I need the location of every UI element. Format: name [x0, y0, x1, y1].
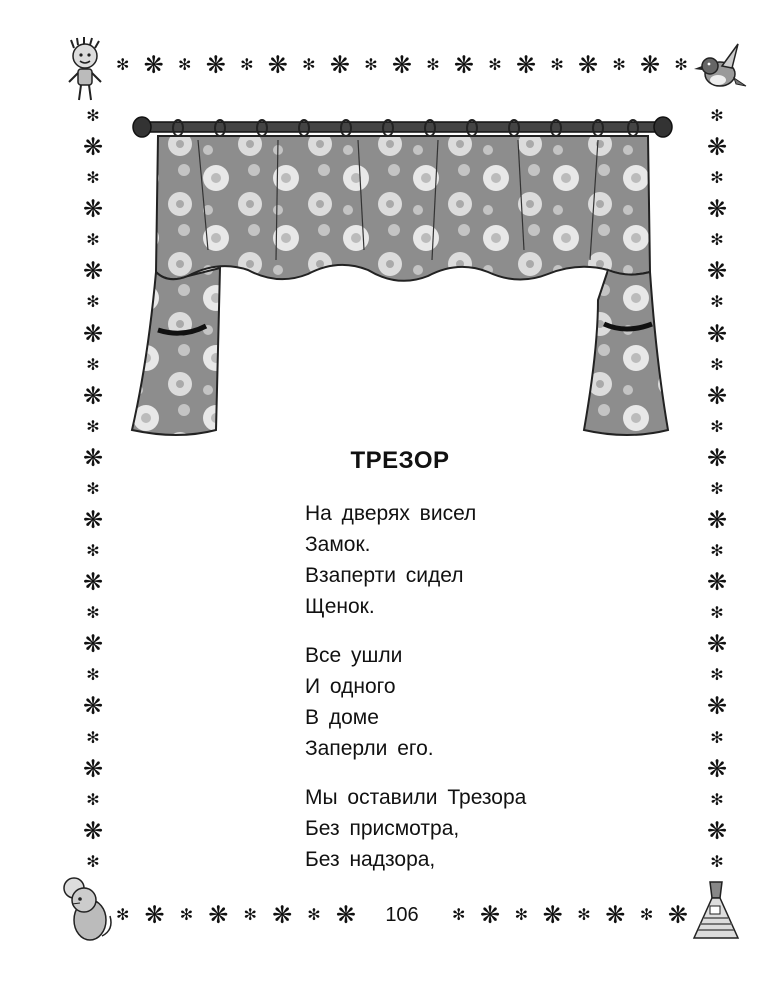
snowflake-icon: ✻ — [116, 905, 130, 924]
curtain-illustration — [128, 100, 673, 445]
poem-line: Без присмотра, — [305, 817, 460, 840]
snowflake-icon: ✻ — [710, 292, 724, 312]
snowflake-icon: ❋ — [267, 51, 288, 79]
poem-line: Щенок. — [305, 595, 375, 618]
snowflake-icon: ✻ — [710, 851, 724, 871]
poem-line: Замок. — [305, 533, 371, 556]
top-snowflake-border — [116, 50, 688, 80]
snowflake-icon: ❋ — [706, 257, 728, 286]
snowflake-icon: ❋ — [144, 901, 165, 929]
snowflake-icon: ✻ — [710, 106, 724, 125]
poem-stanza-2 — [305, 640, 434, 764]
snowflake-icon: ❋ — [82, 381, 104, 410]
snowflake-icon: ❋ — [706, 506, 728, 535]
snowflake-icon: ❋ — [578, 51, 599, 79]
snowflake-icon: ✻ — [710, 541, 724, 561]
snowflake-icon: ✻ — [452, 905, 466, 924]
snowflake-icon: ❋ — [706, 816, 728, 845]
snowflake-icon: ✻ — [612, 55, 626, 74]
snowflake-icon: ✻ — [86, 478, 100, 498]
snowflake-icon: ✻ — [86, 416, 100, 436]
snowflake-icon: ❋ — [82, 568, 104, 597]
poem-line: Взаперти сидел — [305, 564, 464, 587]
snowflake-icon: ❋ — [706, 568, 728, 597]
snowflake-icon: ✻ — [577, 905, 591, 924]
snowflake-icon: ❋ — [329, 51, 350, 79]
snowflake-icon: ❋ — [640, 51, 661, 79]
snowflake-icon: ❋ — [605, 901, 626, 929]
snowflake-icon: ❋ — [82, 506, 104, 535]
snowflake-icon: ❋ — [82, 754, 104, 783]
snowflake-icon: ❋ — [667, 901, 688, 929]
poem-stanza-1 — [305, 498, 476, 622]
snowflake-icon: ✻ — [514, 905, 529, 924]
page-number: 106 — [385, 904, 419, 926]
snowflake-icon: ❋ — [453, 51, 475, 79]
poem-title: ТРЕЗОР — [350, 447, 450, 474]
snowflake-icon: ✻ — [710, 727, 724, 747]
snowflake-icon: ✻ — [710, 354, 724, 374]
snowflake-icon: ✻ — [639, 905, 654, 924]
snowflake-icon: ✻ — [364, 55, 378, 74]
snowflake-icon: ❋ — [82, 257, 104, 286]
snowflake-icon: ✻ — [488, 55, 502, 74]
snowflake-icon: ❋ — [82, 630, 104, 659]
snowflake-icon: ❋ — [208, 901, 229, 929]
snowflake-icon: ✻ — [674, 55, 688, 74]
snowflake-icon: ✻ — [86, 665, 100, 685]
snowflake-icon: ❋ — [205, 51, 226, 79]
snowflake-icon: ✻ — [243, 905, 257, 924]
bottom-snowflake-border-left — [116, 900, 356, 930]
snowflake-icon: ❋ — [706, 319, 728, 348]
snowflake-icon: ✻ — [426, 55, 440, 74]
snowflake-icon: ✻ — [86, 354, 100, 374]
poem-stanza-3 — [305, 782, 526, 875]
snowflake-icon: ❋ — [706, 195, 728, 224]
snowflake-icon: ❋ — [143, 51, 164, 79]
poem-line: Все ушли — [305, 644, 403, 667]
snowflake-icon: ❋ — [335, 901, 356, 929]
snowflake-icon: ❋ — [82, 195, 104, 224]
snowflake-icon: ✻ — [86, 851, 100, 871]
poem-line: Заперли его. — [305, 737, 434, 760]
snowflake-icon: ❋ — [706, 443, 728, 472]
right-snowflake-border — [702, 108, 732, 870]
snowflake-icon: ✻ — [710, 230, 724, 250]
snowflake-icon: ✻ — [86, 168, 100, 188]
snowflake-icon: ✻ — [710, 603, 724, 623]
snowflake-icon: ✻ — [178, 55, 192, 74]
poem-line: На дверях висел — [305, 502, 477, 525]
snowflake-icon: ❋ — [479, 901, 501, 929]
snowflake-icon: ✻ — [710, 416, 724, 436]
snowflake-icon: ❋ — [706, 133, 728, 162]
snowflake-icon: ❋ — [515, 51, 537, 79]
snowflake-icon: ✻ — [710, 665, 724, 685]
boy-doll-icon — [62, 36, 108, 106]
poem-line: Без надзора, — [305, 848, 436, 871]
snowflake-icon: ✻ — [86, 789, 100, 809]
snowflake-icon: ✻ — [86, 541, 100, 561]
snowflake-icon: ✻ — [86, 603, 100, 623]
snowflake-icon: ✻ — [86, 292, 100, 312]
snowflake-icon: ❋ — [82, 816, 104, 845]
snowflake-icon: ✻ — [86, 106, 100, 125]
bottom-snowflake-border-right — [452, 900, 688, 930]
snowflake-icon: ❋ — [82, 692, 104, 721]
snowflake-icon: ✻ — [550, 55, 564, 74]
snowflake-icon: ❋ — [542, 901, 563, 929]
bird-icon — [692, 40, 748, 100]
poem-line: В доме — [305, 706, 379, 729]
snowflake-icon: ✻ — [302, 55, 316, 74]
snowflake-icon: ❋ — [82, 443, 104, 472]
mouse-icon — [60, 872, 116, 946]
snowflake-icon: ✻ — [710, 789, 724, 809]
snowflake-icon: ✻ — [710, 478, 724, 498]
snowflake-icon: ✻ — [86, 727, 100, 747]
snowflake-icon: ❋ — [82, 319, 104, 348]
snowflake-icon: ✻ — [710, 168, 724, 188]
tree-stump-house-icon — [690, 878, 742, 942]
snowflake-icon: ❋ — [82, 133, 104, 162]
snowflake-icon: ❋ — [706, 754, 728, 783]
snowflake-icon: ❋ — [706, 381, 728, 410]
snowflake-icon: ❋ — [391, 51, 412, 79]
snowflake-icon: ❋ — [706, 630, 728, 659]
snowflake-icon: ✻ — [240, 55, 254, 74]
left-snowflake-border — [78, 108, 108, 870]
poem-line: Мы оставили Трезора — [305, 786, 527, 809]
snowflake-icon: ❋ — [272, 901, 293, 929]
snowflake-icon: ✻ — [179, 905, 194, 924]
snowflake-icon: ❋ — [706, 692, 728, 721]
snowflake-icon: ✻ — [86, 230, 100, 250]
snowflake-icon: ✻ — [307, 905, 321, 924]
snowflake-icon: ✻ — [116, 55, 130, 74]
poem-line: И одного — [305, 675, 396, 698]
